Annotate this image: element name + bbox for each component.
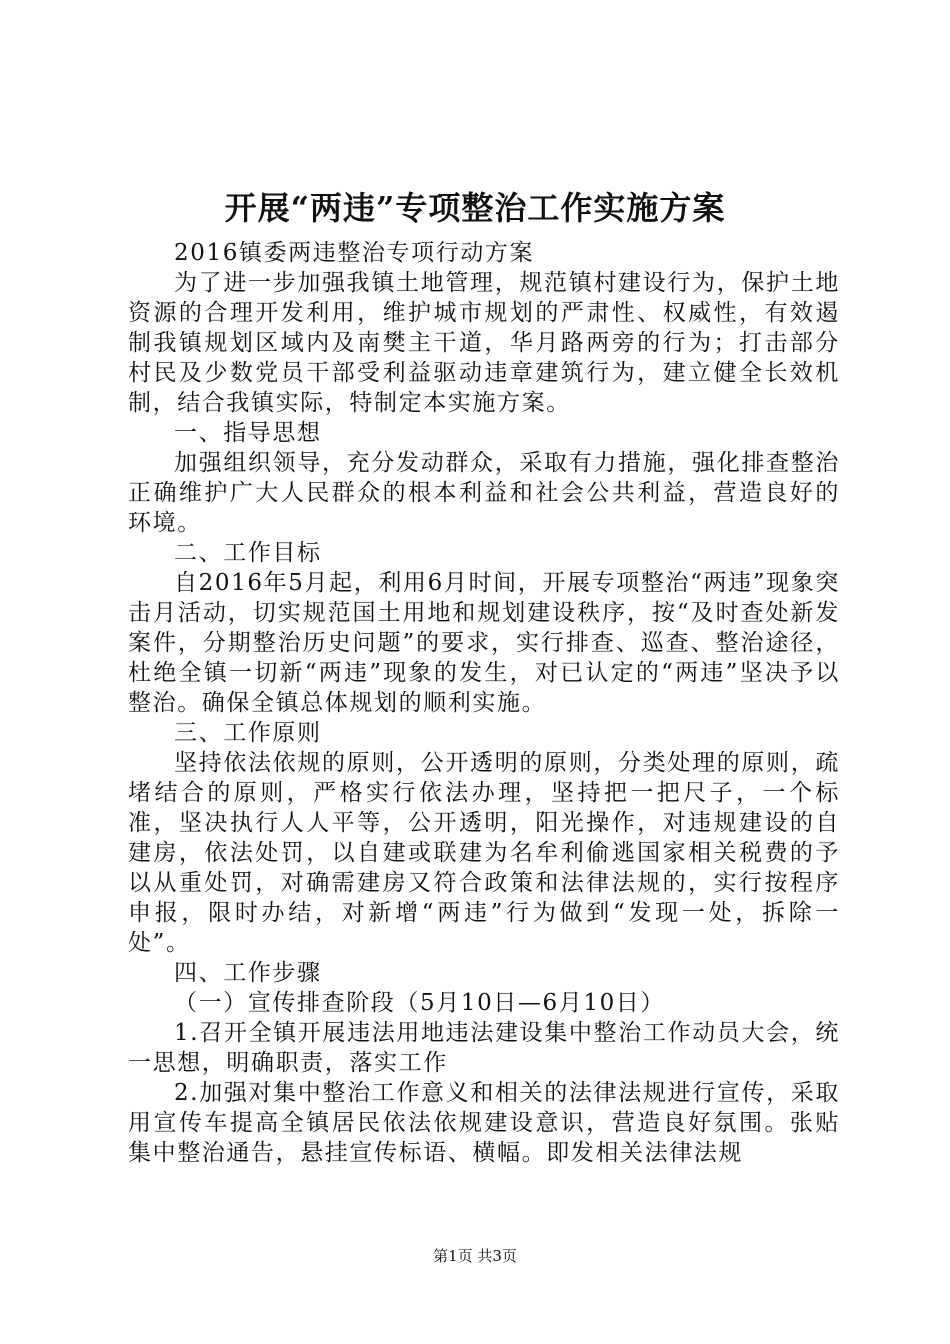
section-paragraph-3: 坚持依法依规的原则，公开透明的原则，分类处理的原则，疏堵结合的原则，严格实行依法办理，坚持把一把尺子，一个标准，坚决执行人人平等，公开透明，阳光操作，对违规建设的自建房，依法处罚，以自建或联建为名牟利偷逃国家相关税费的予以从重处罚，对确需建房又符合政策和法律法规的，实行按程序申报，限时办结，对新增“两违”行为做到“发现一处，拆除一处”。 xyxy=(128,750,840,956)
intro-paragraph: 为了进一步加强我镇土地管理，规范镇村建设行为，保护土地资源的合理开发利用，维护城市规划的严肃性、权威性，有效遏制我镇规划区域内及南樊主干道，华月路两旁的行为；打击部分村民及少数党员干部受利益驱动违章建筑行为，建立健全长效机制，结合我镇实际，特制定本实施方案。 xyxy=(128,270,840,416)
section-paragraph-2: 自2016年5月起，利用6月时间，开展专项整治“两违”现象突击月活动，切实规范国土用地和规划建设秩序，按“及时查处新发案件，分期整治历史问题”的要求，实行排查、巡查、整治途径，杜绝全镇一切新“两违”现象的发生，对已认定的“两违”坚决予以整治。确保全镇总体规划的顺利实施。 xyxy=(128,570,840,716)
section-paragraph-1: 加强组织领导，充分发动群众，采取有力措施，强化排查整治正确维护广大人民群众的根本利益和社会公共利益，营造良好的环境。 xyxy=(128,450,840,536)
subsection-heading-1: （一）宣传排查阶段（5月10日—6月10日） xyxy=(174,990,665,1016)
subtitle-paragraph: 2016镇委两违整治专项行动方案 xyxy=(174,240,535,266)
section-heading-1: 一、指导思想 xyxy=(174,420,322,446)
document-title: 开展“两违”专项整治工作实施方案 xyxy=(224,189,726,227)
step-item-2: 2.加强对集中整治工作意义和相关的法律法规进行宣传，采取用宣传车提高全镇居民依法依规建设意识，营造良好氛围。张贴集中整治通告，悬挂宣传标语、横幅。即发相关法律法规 xyxy=(128,1080,840,1166)
section-heading-2: 二、工作目标 xyxy=(174,540,322,566)
section-heading-4: 四、工作步骤 xyxy=(174,960,322,986)
document-body xyxy=(128,238,840,1168)
page-footer: 第1页 共3页 xyxy=(433,1247,517,1265)
section-heading-3: 三、工作原则 xyxy=(174,720,322,746)
step-item-1: 1.召开全镇开展违法用地违法建设集中整治工作动员大会，统一思想，明确职责，落实工作 xyxy=(128,1020,840,1076)
